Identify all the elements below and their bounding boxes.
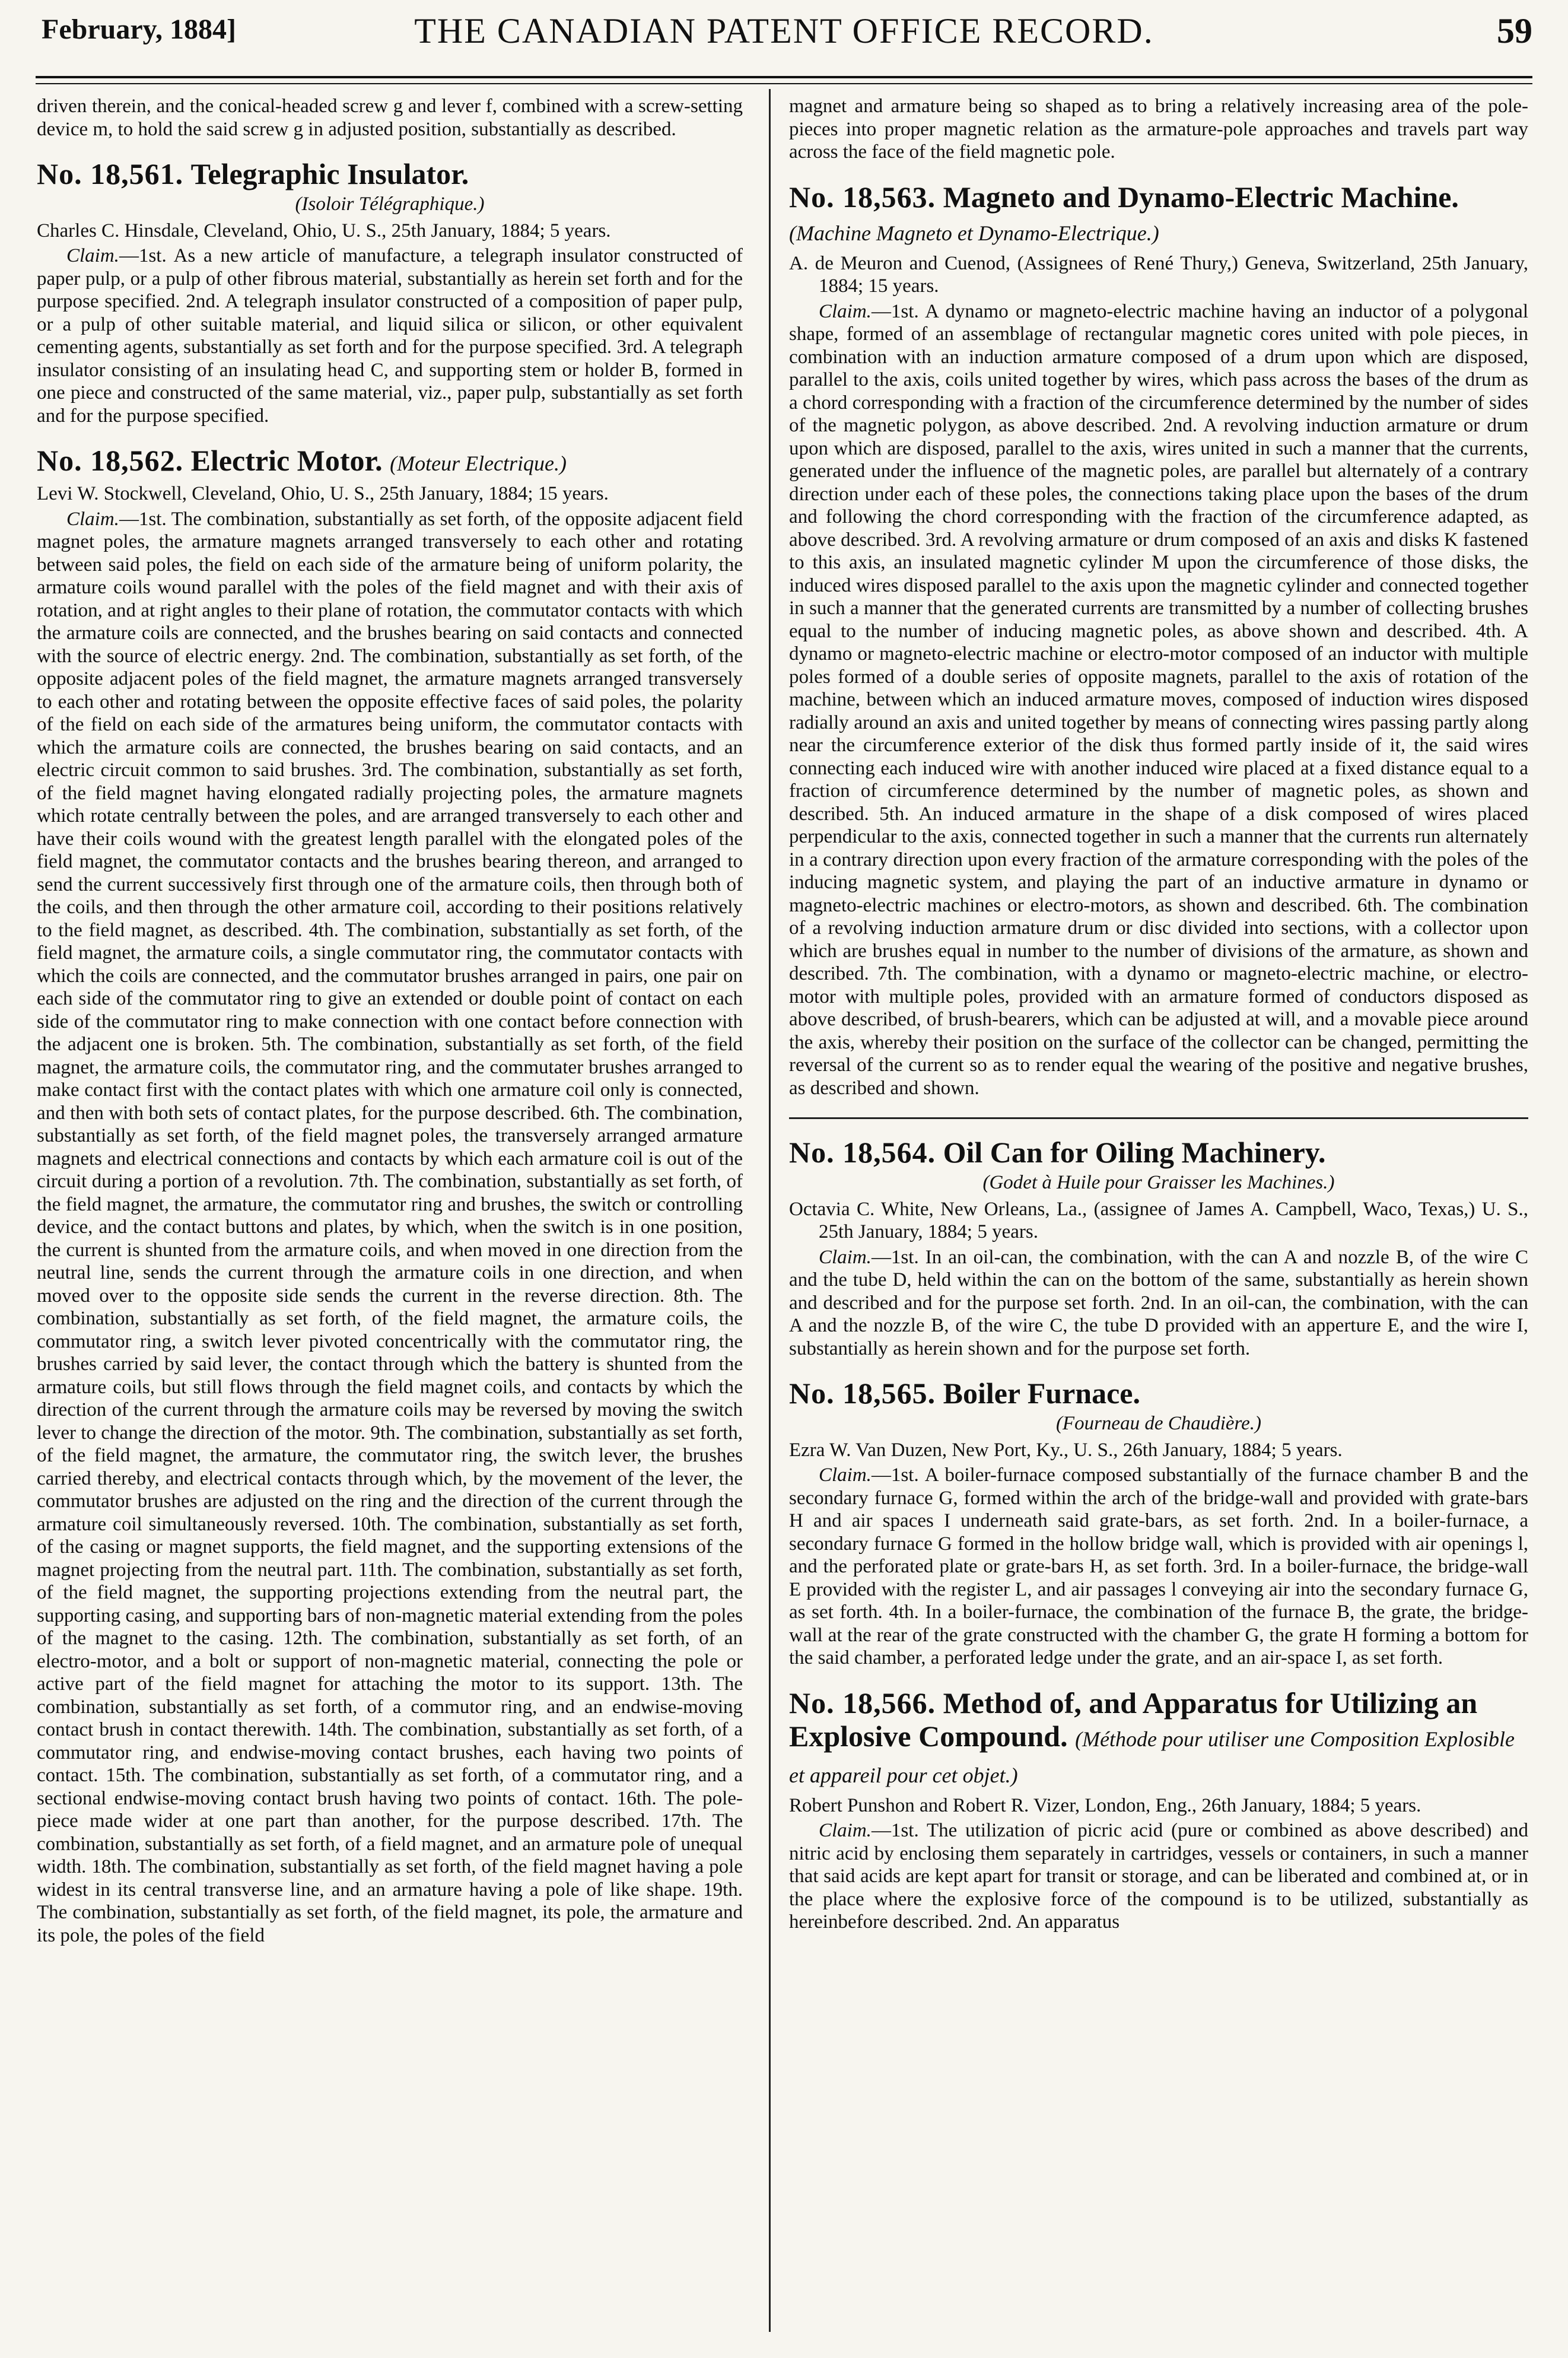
section-rule xyxy=(789,1117,1528,1119)
french-title: (Machine Magneto et Dynamo-Electrique.) xyxy=(789,221,1159,245)
claim-body: —1st. The utilization of picric acid (pure or combined as above described) and nitric acid by enclosing them separately in cartridges, vessels or containers, in such a manner that said acids are kept apart for transit or storage, and can be liberated and combined at, or in the place where the explosive force of the compound is to be utilized, substantially as hereinbefore described. 2nd. An apparatus xyxy=(789,1820,1528,1933)
claim-text xyxy=(789,300,1528,1100)
claim-text xyxy=(789,1464,1528,1670)
patent-number: No. 18,565. xyxy=(789,1377,936,1410)
claim-text xyxy=(789,1246,1528,1361)
french-title: (Fourneau de Chaudière.) xyxy=(1055,1413,1262,1434)
entry-heading xyxy=(789,1136,1528,1169)
patent-number: No. 18,562. xyxy=(37,444,184,477)
claim-label: Claim. xyxy=(819,1820,872,1841)
patentee: Octavia C. White, New Orleans, La., (assignee of James A. Campbell, Waco, Texas,) U. S., 25th January, 1884; 5 years. xyxy=(789,1198,1528,1242)
patentee: Levi W. Stockwell, Cleveland, Ohio, U. S., 25th January, 1884; 15 years. xyxy=(37,483,609,504)
patent-number: No. 18,563. xyxy=(789,180,936,214)
claim-label: Claim. xyxy=(819,1464,872,1486)
page-header xyxy=(36,5,1532,64)
french-title: (Isoloir Télégraphique.) xyxy=(295,193,485,215)
patent-entry-18563 xyxy=(789,180,1528,1100)
french-title: (Godet à Huile pour Graisser les Machines.) xyxy=(982,1172,1335,1193)
claim-label: Claim. xyxy=(66,245,119,266)
entry-heading xyxy=(37,157,743,190)
claim-text xyxy=(789,1819,1528,1934)
claim-label: Claim. xyxy=(819,1246,872,1268)
patent-title: Oil Can for Oiling Machinery. xyxy=(943,1136,1326,1169)
header-title: THE CANADIAN PATENT OFFICE RECORD. xyxy=(414,11,1154,50)
claim-label: Claim. xyxy=(66,508,119,530)
claim-body: —1st. In an oil-can, the combination, with the can A and nozzle B, of the wire C and the tube D, held within the can on the bottom of the same, substantially as herein shown and described and for the purpose set forth. 2nd. In an oil-can, the combination, with the can A and the nozzle B, of the wire C, the tube D provided with an apperture E, and the wire I, substantially as herein shown and for the purpose set forth. xyxy=(789,1246,1528,1359)
continued-text: magnet and armature being so shaped as to bring a relatively increasing area of the pole-pieces into proper magnetic relation as the armature-pole approaches and travels part way across the face of the field magnetic pole. xyxy=(789,96,1528,163)
header-rule-thin xyxy=(36,83,1532,84)
patent-title: Telegraphic Insulator. xyxy=(190,157,469,190)
patentee: Charles C. Hinsdale, Cleveland, Ohio, U. S., 25th January, 1884; 5 years. xyxy=(37,220,611,241)
french-title: (Méthode pour utiliser une Composition Explosible et appareil pour cet objet.) xyxy=(789,1727,1515,1787)
page-number: 59 xyxy=(1497,11,1532,50)
patentee: Ezra W. Van Duzen, New Port, Ky., U. S., 26th January, 1884; 5 years. xyxy=(789,1439,1343,1461)
column-divider xyxy=(769,89,771,2332)
patent-number: No. 18,566. xyxy=(789,1686,936,1720)
patent-entry-18566 xyxy=(789,1686,1528,1934)
patent-entry-18562 xyxy=(37,444,743,1947)
patent-entry-18561 xyxy=(37,157,743,427)
claim-text xyxy=(37,508,743,1947)
entry-heading xyxy=(37,444,743,480)
claim-body: —1st. As a new article of manufacture, a telegraph insulator constructed of paper pulp, or a pulp of other fibrous material, substantially as herein set forth and for the purpose specified. 2nd. A telegraph insulator constructed of a composition of paper pulp, or a pulp of other suitable material, and liquid silica or silicon, or other equivalent cementing agents, substantially as set forth and for the purpose specified. 3rd. A telegraph insulator consisting of an insulating head C, and supporting stem or holder B, formed in one piece and constructed of the same material, viz., paper pulp, substantially as set forth and for the purpose specified. xyxy=(37,245,743,427)
claim-text xyxy=(37,244,743,427)
patent-title: Method of, and Apparatus for Utilizing an Explosive Compound. xyxy=(789,1686,1478,1753)
claim-label: Claim. xyxy=(819,300,872,322)
right-column xyxy=(789,95,1528,2332)
patent-number: No. 18,561. xyxy=(37,157,184,190)
claim-body: —1st. The combination, substantially as set forth, of the opposite adjacent field magnet poles, the armature magnets arranged transversely to each other and rotating between said poles, the field on each side of the armature being of uniform polarity, the armature coils wound parallel with the poles of the field magnet and with their axis of rotation, and at right angles to their plane of rotation, the commutator contacts with which the armature coils are connected, and the brushes bearing on said contacts and connected with the source of electric energy. 2nd. The combination, substantially as set forth, of the opposite adjacent poles of the field magnet, the armature magnets arranged transversely to each other and rotating between the opposite effective faces of said poles, the polarity of the field on each side of the armatures being uniform, the commutator contacts with which the armature coils are connected, the brushes bearing on said contacts, and an electric circuit common to said brushes. 3rd. The combination, substantially as set forth, of the field magnet having elongated radially projecting poles, the armature magnets which rotate centrally between the poles, and are arranged transversely to each other and have their coils wound with the greatest length parallel with the elongated poles of the field magnet, the commutator contacts and the brushes bearing thereon, and arranged to send the current successively first through one of the armature coils, then through both of the coils, and then through the other armature coil, according to their positions relatively to the field magnet, as described. 4th. The combination, substantially as set forth, of the field magnet, the armature coils, a single commutator ring, the commutator contacts with which the coils are connected, and the commutator brushes arranged in pairs, one pair on each side of the commutator ring to give an extended or double point of contact on each side of the commutator ring to make connection with one contact before connection with the adjacent one is broken. 5th. The combination, substantially as set forth, of the field magnet, the armature coils, the commutator ring, and the commutater brushes arranged to make contact first with the contact plates with which one armature coil only is connected, and then with both sets of contact plates, for the purpose described. 6th. The combination, substantially as set forth, of the field magnet poles, the transversely arranged armature magnets and electrical connections and contacts by which each armature coil is out of the circuit during a portion of a revolution. 7th. The combination, substantially as set forth, of the field magnet, the armature, the commutator ring and brushes, the switch or controlling device, and the contact buttons and plates, by which, when the switch is in one position, the current is shunted from the armature coils, and when moved in one direction from the neutral line, sends the current through the armature coils in one direction, and when moved over to the opposite side sends the current in the reverse direction. 8th. The combination, substantially as set forth, of the field magnet, the armature coils, the commutator ring, a switch lever pivoted concentrically with the commutator ring, the brushes carried by said lever, the contact through which the battery is shunted from the armature coils, but still flows through the field magnet coils, and contacts by which the direction of the current through the armature coils may be reversed by moving the switch lever to change the direction of the motor. 9th. The combination, substantially as set forth, of the field magnet, the armature, the commutator ring, the switch lever, the brushes carried thereby, and electrical contacts through which, by the movement of the lever, the commutator brushes are adjusted on the ring and the direction of the current through the armature coil simultaneously reversed. 10th. The combination, substantially as set forth, of the casing or magnet supports, the field magnet, and the supporting extensions of the magnet projecting from the neutral part. 11th. The combination, substantially as set forth, of the field magnet, the supporting projections extending from the neutral part, the supporting casing, and supporting bars of non-magnetic material extending from the poles of the magnet to the casing. 12th. The combination, substantially as set forth, of an electro-motor, and a bolt or support of non-magnetic material, connecting the pole or active part of the field magnet for attaching the motor to its support. 13th. The combination, substantially as set forth, of a commutor ring, and an endwise-moving contact brush in contact therewith. 14th. The combination, substantially as set forth, of a commutator ring, and endwise-moving contact brushes, each having two points of contact. 15th. The combination, substantially as set forth, of a commutator ring, and a sectional endwise-moving contact brush having two points of contact. 16th. The pole-piece made wider at one part than another, for the purpose described. 17th. The combination, substantially as set forth, of a field magnet, and an armature pole of unequal width. 18th. The combination, substantially as set forth, of the field magnet having a pole widest in its central transverse line, and an armature having a pole of like shape. 19th. The combination, substantially as set forth, of the field magnet, its pole, the armature and its pole, the poles of the field xyxy=(37,508,743,1946)
claim-body: —1st. A dynamo or magneto-electric machine having an inductor of a polygonal shape, formed of an assemblage of rectangular magnetic cores united with pole pieces, in combination with an induction armature composed of a drum upon which are disposed, parallel to the axis, coils united together by wires, which pass across the bases of the drum as a chord corresponding with a fraction of the circumference determined by the number of sides of the magnetic polygon, as above described. 2nd. A revolving induction armature or drum upon which are disposed, parallel to the axis, wires united in such a manner that the currents, generated under the influence of the magnetic poles, are parallel but alternately of a contrary direction under each of these poles, the connections taking place upon the bases of the drum and following the chord corresponding with the fraction of the circumference adapted, as above described. 3rd. A revolving armature or drum composed of an axis and disks K fastened to this axis, an insulated magnetic cylinder M upon the circumference of those disks, the induced wires disposed parallel to the axis upon the magnetic cylinder and connected together in such a manner that the generated currents are transmitted by a number of collecting brushes equal to the number of inducing magnetic poles, as above shown and described. 4th. A dynamo or magneto-electric machine or electro-motor composed of an inductor with multiple poles formed of a double series of opposite magnets, parallel to the axis of rotation of the machine, between which an induced armature moves, composed of induction wires disposed radially around an axis and united together by means of connecting wires passing partly along near the circumference exterior of the disk thus formed partly inside of it, the said wires connecting each induced wire with another induced wire placed at a fixed distance equal to a fraction of circumference determined by the number of magnetic poles, as shown and described. 5th. An induced armature in the shape of a disk composed of wires placed perpendicular to the axis, connected together in such a manner that the currents run alternately in a contrary direction upon every fraction of the armature corresponding with the poles of the inducing magnetic system, and playing the part of an inductive armature in dynamo or magneto-electric machines or electro-motors, as shown and described. 6th. The combination of a revolving induction armature drum or disc divided into sections, with a collector upon which are brushes equal in number to the number of divisions of the armature, as shown and described. 7th. The combination, with a dynamo or magneto-electric machine, or electro-motor with multiple poles, provided with an armature formed of conductors disposed as above described, of brush-bearers, which can be adjusted at will, and a movable piece around the axis, whereby their position on the surface of the collector can be changed, permitting the reversal of the current so as to render equal the wearing of the positive and negative brushes, as described and shown. xyxy=(789,300,1528,1099)
french-title: (Moteur Electrique.) xyxy=(390,452,567,475)
header-rule xyxy=(36,76,1532,78)
patent-title: Magneto and Dynamo-Electric Machine. xyxy=(943,180,1459,214)
header-date: February, 1884] xyxy=(42,14,236,45)
patentee: Robert Punshon and Robert R. Vizer, London, Eng., 26th January, 1884; 5 years. xyxy=(789,1794,1421,1816)
left-column xyxy=(37,95,743,2332)
entry-heading xyxy=(789,180,1528,250)
continued-text: driven therein, and the conical-headed screw g and lever f, combined with a screw-setting device m, to hold the said screw g in adjusted position, substantially as described. xyxy=(37,96,743,140)
patentee: A. de Meuron and Cuenod, (Assignees of René Thury,) Geneva, Switzerland, 25th January, 1884; 15 years. xyxy=(789,252,1528,297)
patent-number: No. 18,564. xyxy=(789,1136,936,1169)
claim-body: —1st. A boiler-furnace composed substantially of the furnace chamber B and the secondary furnace G, formed within the arch of the bridge-wall and provided with grate-bars H and air spaces I underneath said grate-bars, as set forth. 2nd. In a boiler-furnace, a secondary furnace G formed in the hollow bridge wall, which is provided with air openings l, and the perforated plate or grate-bars H, as set forth. 3rd. In a boiler-furnace, the bridge-wall E provided with the register L, and air passages l conveying air into the secondary furnace G, as set forth. 4th. In a boiler-furnace, the combination of the furnace B, the grate, the bridge-wall at the rear of the grate constructed with the chamber G, the grate H forming a bottom for the said chamber, a perforated ledge under the grate, and an air-space I, as set forth. xyxy=(789,1464,1528,1669)
entry-heading xyxy=(789,1686,1528,1792)
entry-heading xyxy=(789,1377,1528,1410)
patent-entry-18565 xyxy=(789,1377,1528,1670)
patent-title: Boiler Furnace. xyxy=(943,1377,1140,1410)
patent-title: Electric Motor. xyxy=(190,444,383,477)
patent-entry-18564 xyxy=(789,1136,1528,1360)
